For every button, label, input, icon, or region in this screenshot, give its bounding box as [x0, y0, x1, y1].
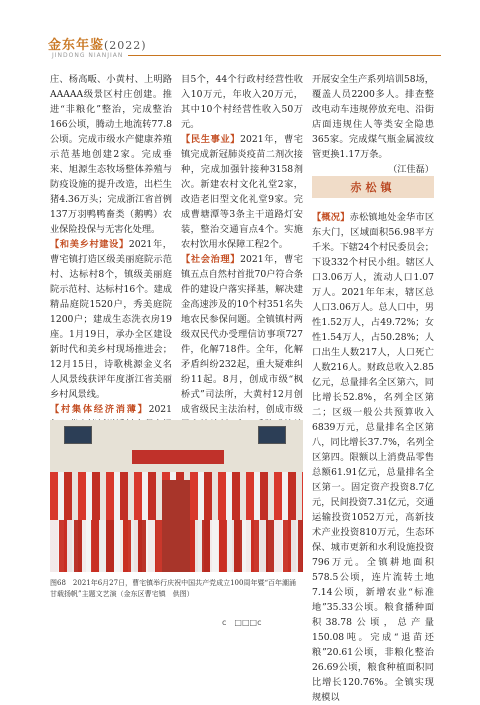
photo-screen-left: [64, 426, 92, 444]
photo-aisle: [162, 480, 190, 572]
yearbook-subtitle: JINDONG NIANJIAN: [52, 52, 124, 59]
author-signature: （江佳磊）: [388, 164, 434, 175]
paragraph: [312, 210, 434, 705]
yearbook-year: (2022): [104, 39, 147, 52]
section-heading: 【和美乡村建设】: [50, 239, 129, 250]
page-header: [48, 26, 443, 66]
column-1: [50, 72, 172, 447]
paragraph: 开展安全生产系列培训58场，覆盖人员2200多人。排查整改电动车违规停放充电、沿街店面违规住人等类安全隐患365家。完成煤气瓶金属波纹管更换1.17万条。: [312, 74, 434, 160]
event-photo: [50, 420, 303, 572]
section-title: 赤松镇: [350, 181, 396, 194]
paragraph-text: 2021年，曹宅镇五点自然村首批70户符合条件的建设户落实择基，解决建金高速涉及的10个村351名失地农民参保问题。全镇镇村两级双民代办受理信访事项727件，化解718件。全年，化解矛盾纠纷232起，重大疑难纠纷11起。8月，创成市级“枫桥式”司法所，大黄村12月创成省级民主法治村，创成市级: [181, 254, 303, 415]
paragraph: 庄、杨高畈、小黄村、上明路AAAAA级景区村庄创建。推进“非粮化”整治，完成整治166公顷，腾动土地流转77.8公顷。完成市级水产健康养殖示范基地创建2家。完成垂来、旭源生态牧场整体养殖与防疫设施的提升改造，出栏生猪4.36万头；完成浙江省首例137万羽鸭鸭畜类（鹅鸭）农业保险投保与无害化处理。: [50, 74, 172, 235]
section-banner: [312, 176, 434, 198]
section-heading: 【民生事业】: [181, 134, 241, 145]
page-footer: c □□□c: [222, 618, 262, 627]
paragraph: 目5个，44个行政村经营性收入10万元，年收入20万元，其中10个村经营性收入50万元。: [181, 74, 303, 130]
section-heading: 【概况】: [312, 212, 350, 223]
paragraph: [181, 132, 303, 252]
photo-caption: 图68 2021年6月27日，曹宅镇举行庆祝中国共产党成立100周年暨“百年潮涌 甘载扬帆”主题文艺演（金东区曹宅镇 供图）: [50, 579, 304, 598]
yearbook-name: 金东年鉴: [48, 38, 105, 53]
section-heading: 【社会治理】: [181, 254, 241, 265]
paragraph: [50, 237, 172, 402]
column-2: [181, 72, 303, 447]
photo-stage-banner: [132, 450, 224, 464]
column-3-bottom: [312, 210, 434, 705]
paragraph-text: 2021: [148, 404, 172, 415]
paragraph-text: 赤松镇地处金华市区东大门，区域面积56.98平方千米。下辖24个村民委员会；下设332个村民小组。辖区人口3.06万人，流动人口1.07万人。2021年年末，辖区总人口3.06万人。总人口中，男性1.52万人，占49.72%；女性1.54万人，占50.28%；人口出生人数217人，人口死亡人数216人。财政总收入2.85亿元，总量排名全区第六，同比增长52.8%，名列全区第二；区级一般公共预算收入6839万元，总量排名全区第八，同比增长37.7%，名列全区第四。限额以上消费品零售总额61.91亿元，总量排名全区第一。固定资产投资8.7亿元，民间投资7.31亿元，交通运输投资1052万元，高新技术产业投资810万元，生态环保、城市更新和水利设施投资796万元。全镇耕地面积578.5公顷，连片流转土地7.14公顷，新增农业“标准地”35.33公顷。粮食播种面积38.78公顷，总产量150.08吨。完成“退苗还粮”20.61公顷，非粮化整治26.69公顷，粮食种植面积同比增长120.76%。全镇实现规模以: [312, 212, 435, 703]
column-3-top: [312, 72, 434, 177]
section-heading: 【村集体经济消薄】: [50, 404, 149, 415]
paragraph: [181, 252, 303, 447]
header-rule: [128, 55, 441, 56]
photo-screen-right: [258, 426, 286, 444]
yearbook-title: [48, 34, 147, 53]
paragraph-text: 2021年，曹宅镇打造区级美丽庭院示范村、达标村8个，镇级美丽庭院示范村、达标村16个。建成精品庭院1520户，秀美庭院1200户；建成生态洗衣房19座。1月19日，承办全区建设新时代和美乡村现场推进会；12月15日，诗歌桃源金义名人风景线获评年度浙江省美丽乡村风景线。: [50, 239, 172, 400]
paragraph-text: 2021年，曹宅镇完成新冠肺炎疫苗二剂次接种，完成加强针接种3158剂次。新建农村文化礼堂2家，改造老旧型文化礼堂9家。完成曹塘潭等3条主干道路灯安装，整治交通盲点4个。实施农村饮用水保障工程2个。: [181, 134, 303, 250]
